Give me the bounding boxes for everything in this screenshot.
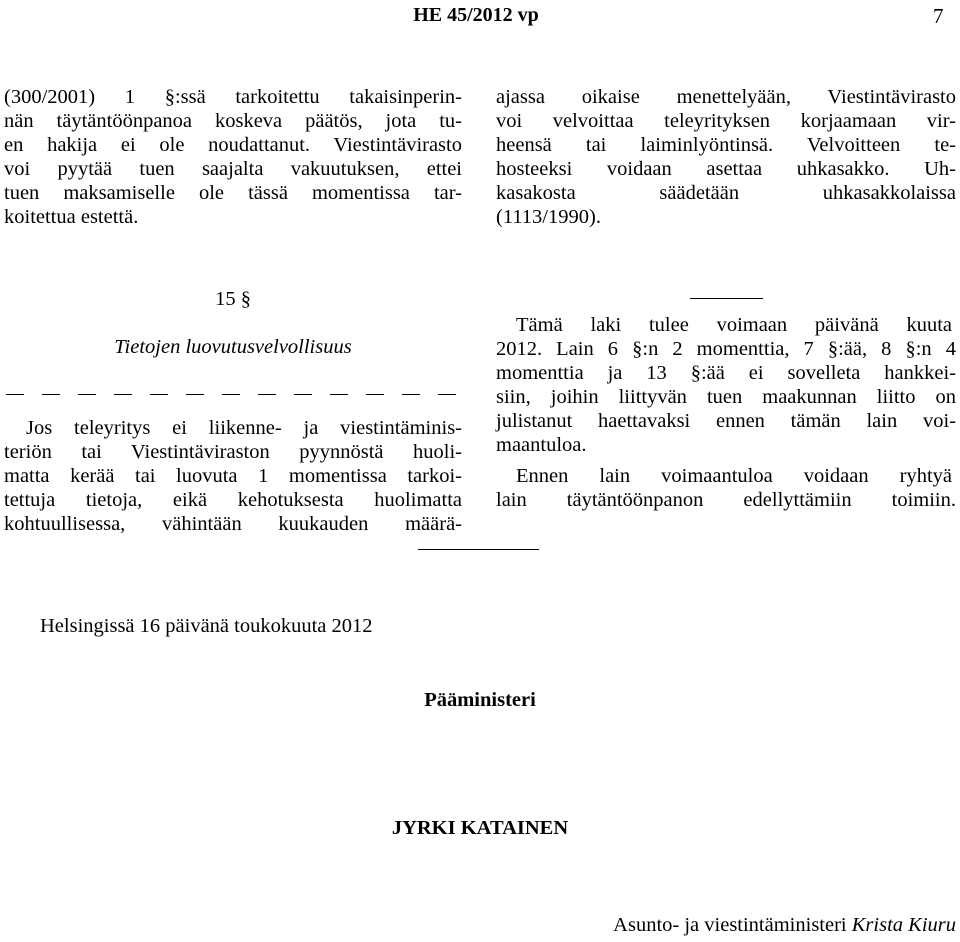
place-and-date: Helsingissä 16 päivänä toukokuuta 2012 [40,615,373,637]
signer-name: JYRKI KATAINEN [391,817,569,839]
center-rule [418,549,539,550]
text-line: maantuloa. [496,434,587,456]
text-line: voi velvoittaa teleyrityksen korjaamaan vir- [496,110,956,132]
text-line: julistanut haettavaksi ennen tämän lain voi- [496,410,956,432]
signer-role: Pääministeri [424,689,536,711]
text-line: Jos teleyritys ei liikenne- ja viestintäminis- [26,417,462,439]
minister-name: Krista Kiuru [851,914,956,936]
document-title: HE 45/2012 vp [413,4,539,26]
text-line: (300/2001) 1 §:ssä tarkoitettu takaisinperin- [4,86,462,108]
text-line: (1113/1990). [496,206,601,228]
text-line: hosteeksi voidaan asettaa uhkasakko. Uh- [496,158,956,180]
page-number: 7 [933,4,944,28]
minister-title: Asunto- ja viestintäministeri [613,914,847,936]
text-line: lain täytäntöönpanon edellyttämiin toimiin. [496,489,956,511]
text-line: voi pyytää tuen saajalta vakuutuksen, ettei [4,158,462,180]
section-number: 15 § [215,288,251,310]
text-line: siin, joihin liittyvän tuen maakunnan liitto on [496,386,956,408]
text-line: kohtuullisessa, vähintään kuukauden määrä- [4,513,462,535]
text-line: matta kerää tai luovuta 1 momentissa tarkoi- [4,465,462,487]
text-line: kasakosta säädetään uhkasakkolaissa [496,182,956,204]
text-line: nän täytäntöönpanoa koskeva päätös, jota tu- [4,110,462,132]
minister-line [613,913,956,937]
text-line: tuen maksamiselle ole tässä momentissa tar- [4,182,462,204]
text-line: momenttia ja 13 §:ää ei sovelleta hankkei- [496,362,956,384]
text-line: tettuja tietoja, eikä kehotuksesta huolimatta [4,489,462,511]
short-rule [690,298,763,299]
text-line: 2012. Lain 6 §:n 2 momenttia, 7 §:ää, 8 §:n 4 [496,338,956,360]
document-header [391,4,561,27]
text-line: Tämä laki tulee voimaan päivänä kuuta [516,314,952,336]
text-line: koitettua estettä. [4,206,139,228]
text-line: teriön tai Viestintäviraston pyynnöstä huoli- [4,441,462,463]
section-title: Tietojen luovutusvelvollisuus [114,336,352,358]
text-line: en hakija ei ole noudattanut. Viestintävirasto [4,134,462,156]
text-line: heensä tai laiminlyöntinsä. Velvoitteen te- [496,134,956,156]
text-line: Ennen lain voimaantuloa voidaan ryhtyä [516,465,952,487]
text-line: ajassa oikaise menettelyään, Viestintävirasto [496,86,956,108]
